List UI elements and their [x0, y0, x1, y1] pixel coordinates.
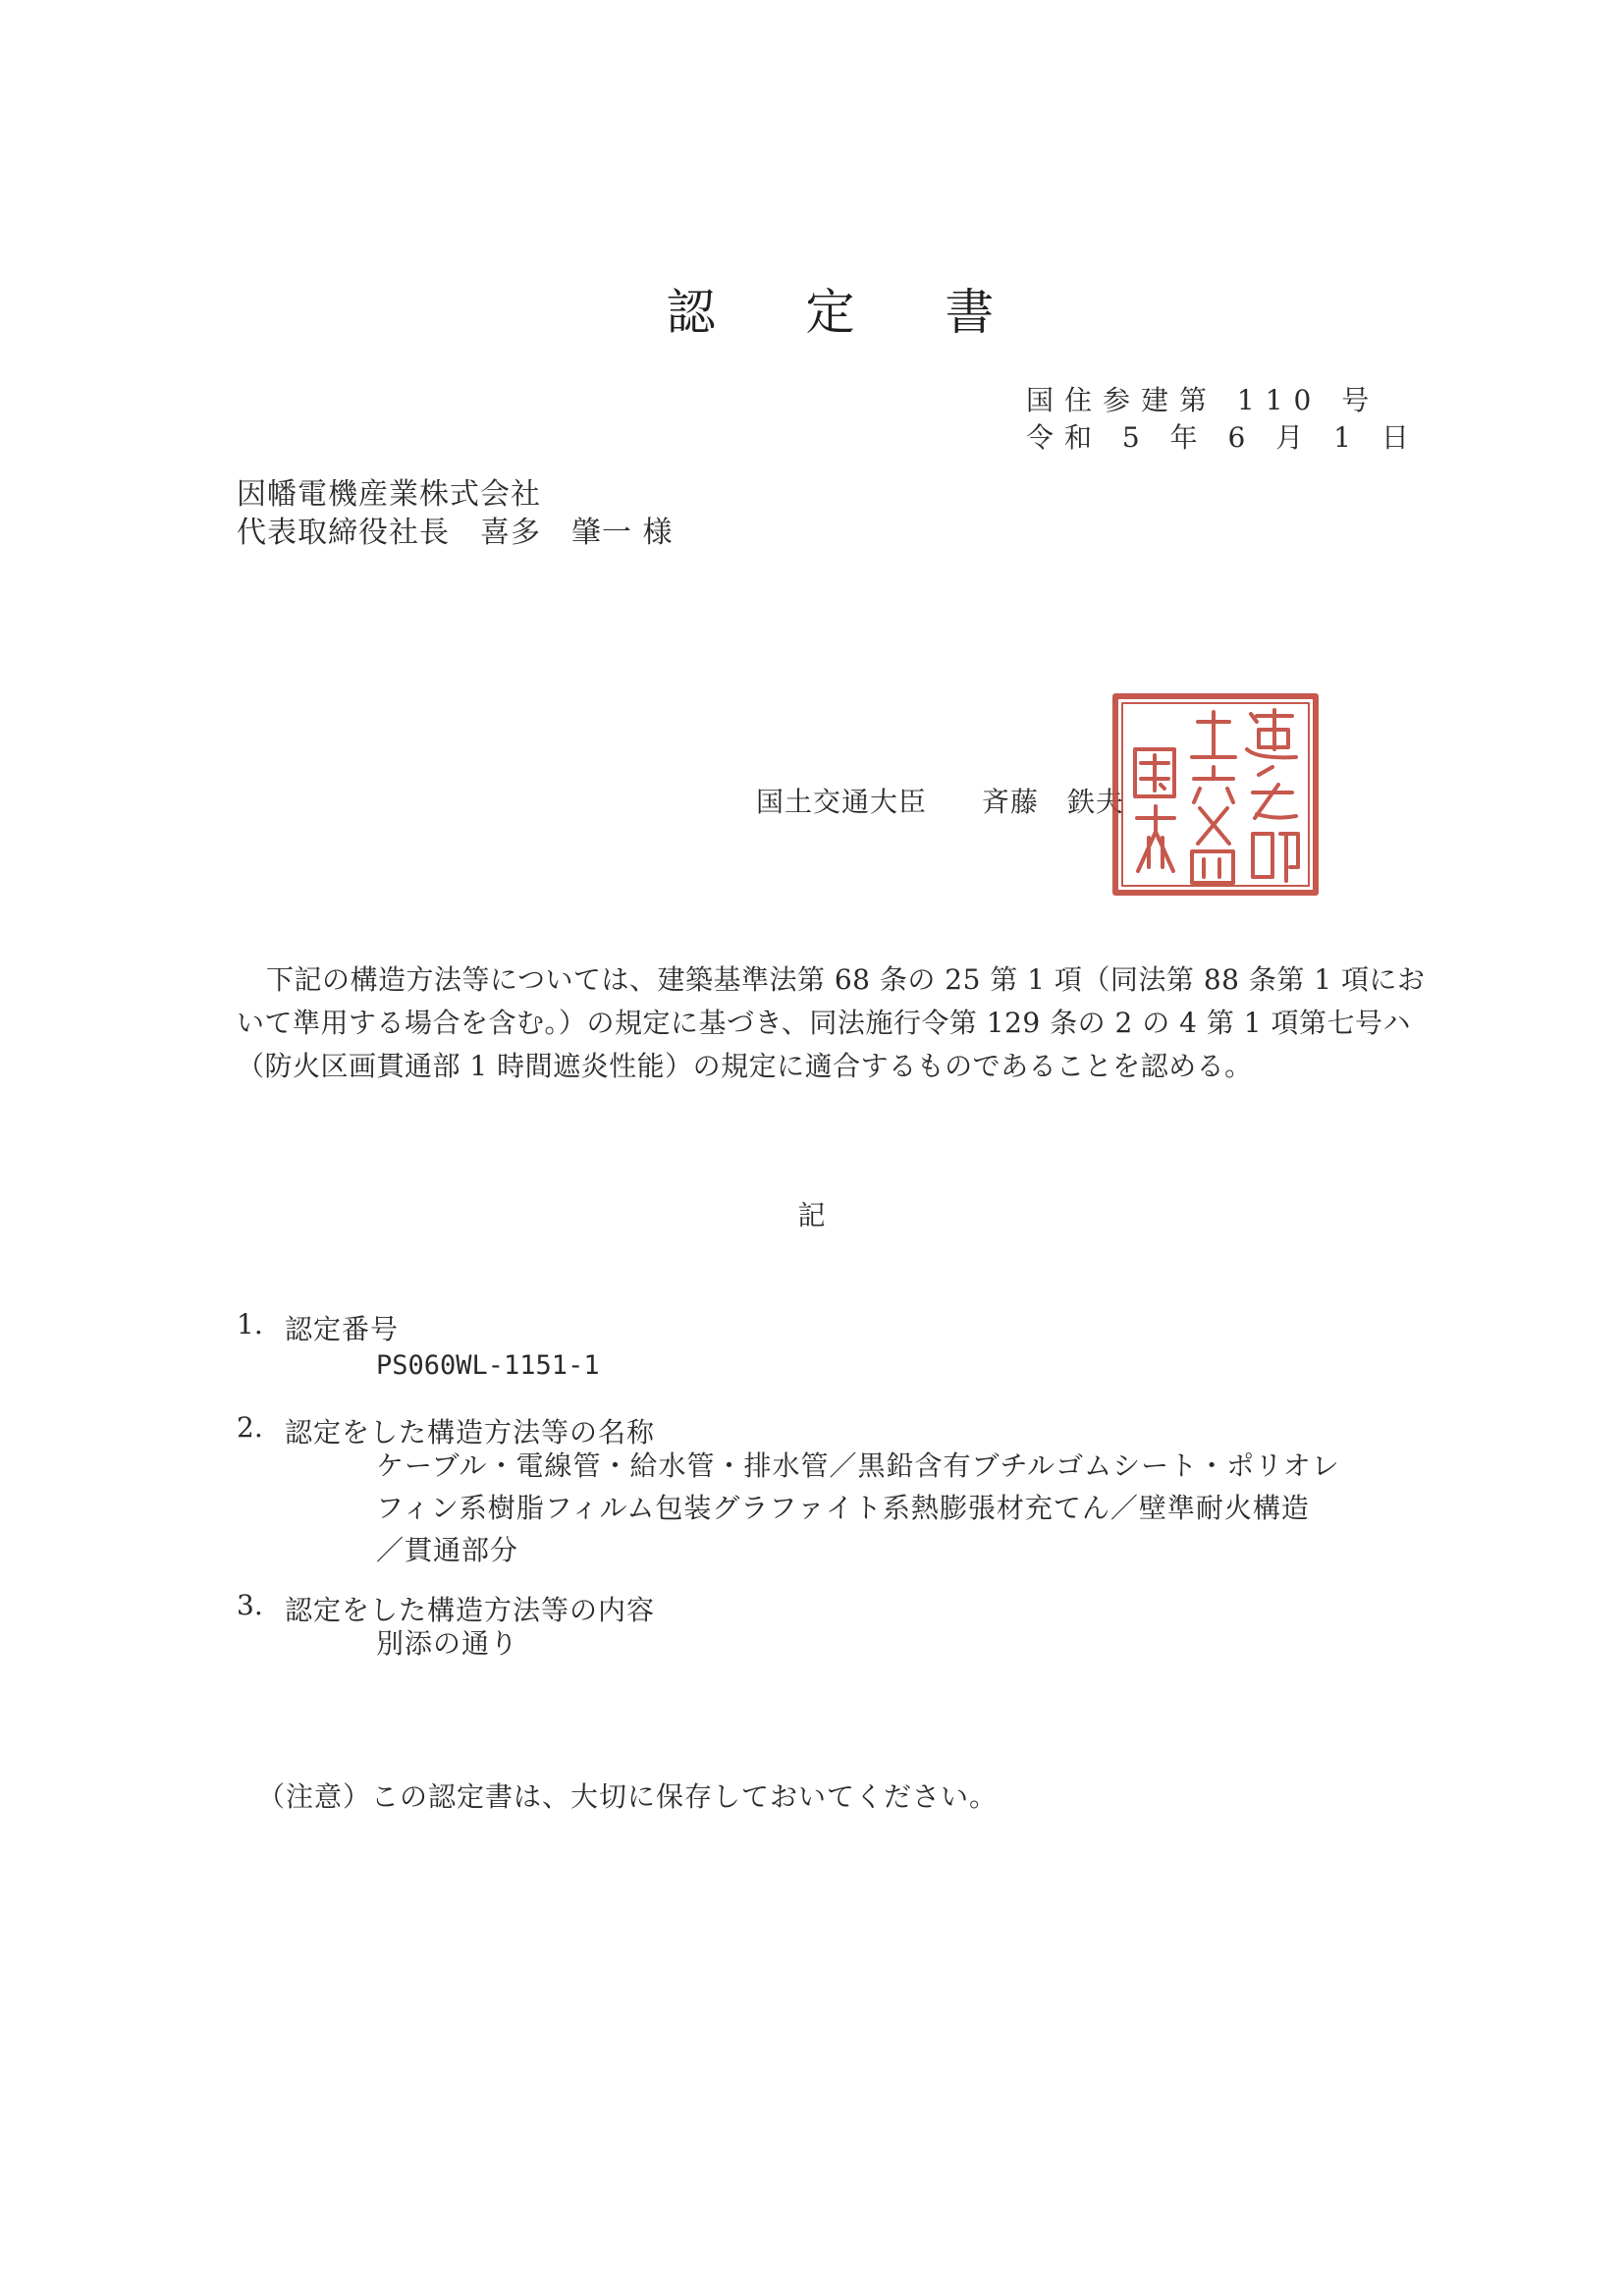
ki-heading: 記 — [797, 1199, 826, 1231]
certification-number: PS060WL-1151-1 — [376, 1350, 600, 1381]
issuer-name: 斉藤 鉄夫 — [982, 786, 1125, 818]
reference-number: 国住参建第 110 号 — [1026, 384, 1380, 416]
item-line: フィン系樹脂フィルム包装グラファイト系熱膨張材充てん／壁準耐火構造 — [376, 1492, 1310, 1524]
issue-date: 令和 5 年 6 月 1 日 — [1026, 421, 1420, 454]
note-text: （注意）この認定書は、大切に保存しておいてください。 — [257, 1780, 999, 1813]
item-number: 1. — [237, 1308, 263, 1340]
item-heading: 認定をした構造方法等の名称 — [285, 1416, 656, 1449]
item-number: 2. — [237, 1411, 263, 1444]
item-line: ケーブル・電線管・給水管・排水管／黒鉛含有ブチルゴムシート・ポリオレ — [376, 1449, 1340, 1482]
recipient-person: 代表取締役社長 喜多 肇一 様 — [237, 516, 674, 550]
body-line-1: 下記の構造方法等については、建築基準法第 68 条の 25 第 1 項（同法第 88 条第 1 項にお — [266, 963, 1426, 996]
item-heading: 認定をした構造方法等の内容 — [285, 1594, 656, 1626]
body-line-2: いて準用する場合を含む。）の規定に基づき、同法施行令第 129 条の 2 の 4 第 1 項第七号ハ — [237, 1007, 1411, 1039]
official-seal-graphic — [1109, 690, 1322, 899]
body-line-3: （防火区画貫通部 1 時間遮炎性能）の規定に適合するものであることを認める。 — [237, 1050, 1253, 1082]
item-heading: 認定番号 — [285, 1313, 400, 1345]
official-seal — [1109, 690, 1322, 899]
document-title: 認 定 書 — [666, 284, 1032, 341]
item-number: 3. — [237, 1589, 263, 1621]
issuer-title: 国土交通大臣 — [756, 786, 928, 818]
item-line: 別添の通り — [376, 1627, 519, 1660]
item-line: ／貫通部分 — [376, 1534, 519, 1566]
recipient-company: 因幡電機産業株式会社 — [237, 477, 541, 512]
